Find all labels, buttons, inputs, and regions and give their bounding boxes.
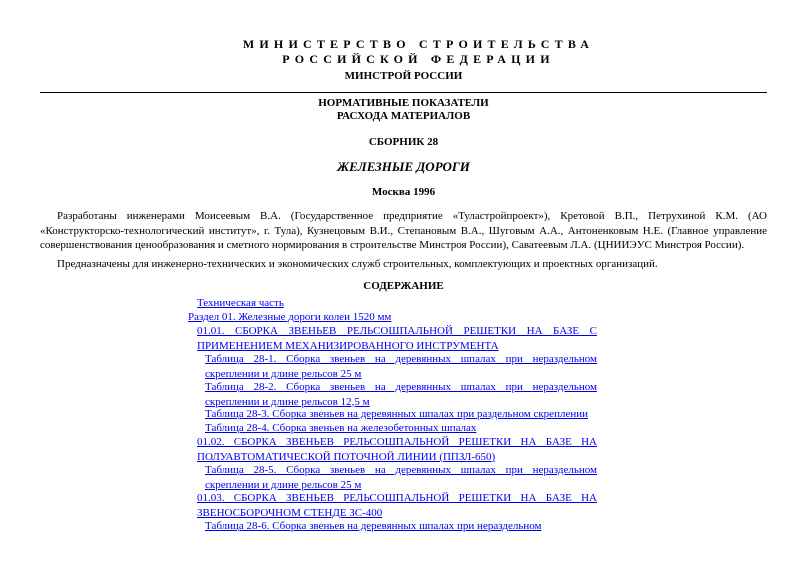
toc-link-table-28-6[interactable]: Таблица 28-6. Сборка звеньев на деревянных шпалах при нераздельном xyxy=(205,520,542,532)
toc-link-section-01[interactable]: Раздел 01. Железные дороги колеи 1520 мм xyxy=(188,311,392,323)
city-year: Москва 1996 xyxy=(371,186,436,198)
toc-link-table-28-3[interactable]: Таблица 28-3. Сборка звеньев на деревянных шпалах при раздельном скреплении xyxy=(205,408,588,420)
toc-link-table-28-5[interactable]: Таблица 28-5. Сборка звеньев на деревянных шпалах при нераздельном скреплении и длине рельсов 25 м xyxy=(205,464,597,491)
toc-link-subsection-01-02[interactable]: 01.02. СБОРКА ЗВЕНЬЕВ РЕЛЬСОШПАЛЬНОЙ РЕШЕТКИ НА БАЗЕ НА ПОЛУАВТОМАТИЧЕСКОЙ ПОТОЧНОЙ ЛИНИИ (ППЗЛ-650) xyxy=(197,436,597,463)
contents-heading: СОДЕРЖАНИЕ xyxy=(363,280,444,292)
toc-link-technical-part[interactable]: Техническая часть xyxy=(197,297,284,309)
norm-title-line2: РАСХОДА МАТЕРИАЛОВ xyxy=(336,110,471,122)
collection-number: СБОРНИК 28 xyxy=(368,136,439,148)
ministry-name-line2: РОССИЙСКОЙ ФЕДЕРАЦИИ xyxy=(282,52,555,66)
intended-for-paragraph: Предназначены для инженерно-технических и экономических служб строительных, комплектующих и проектных организаций. xyxy=(57,258,658,270)
developers-paragraph: Разработаны инженерами Моисеевым В.А. (Государственное предприятие «Туластройпроект»), Кретовой В.П., Петрухиной К.М. (АО «Конструкторско-технологический институт», г. Тула), Кузнецовым В.И., Степановым В.А., Шуговым А.А., Антоненковым Н.Е. (Главное управление совершенствования ценообразования и сметного нормирования в строительстве Минстроя России), Саватеевым Л.А. (ЦНИИЭУС Минстроя России). xyxy=(40,210,767,251)
header-divider xyxy=(40,92,767,93)
ministry-short-name: МИНСТРОЙ РОССИИ xyxy=(344,70,463,82)
toc-link-table-28-4[interactable]: Таблица 28-4. Сборка звеньев на железобетонных шпалах xyxy=(205,422,477,434)
norm-title-line1: НОРМАТИВНЫЕ ПОКАЗАТЕЛИ xyxy=(318,97,489,109)
toc-link-subsection-01-01[interactable]: 01.01. СБОРКА ЗВЕНЬЕВ РЕЛЬСОШПАЛЬНОЙ РЕШЕТКИ НА БАЗЕ С ПРИМЕНЕНИЕМ МЕХАНИЗИРОВАННОГО ИНСТРУМЕНТА xyxy=(197,325,597,352)
document-title: ЖЕЛЕЗНЫЕ ДОРОГИ xyxy=(337,159,470,174)
toc-link-subsection-01-03[interactable]: 01.03. СБОРКА ЗВЕНЬЕВ РЕЛЬСОШПАЛЬНОЙ РЕШЕТКИ НА БАЗЕ НА ЗВЕНОСБОРОЧНОМ СТЕНДЕ ЗС-400 xyxy=(197,492,597,519)
ministry-name-line1: МИНИСТЕРСТВО СТРОИТЕЛЬСТВА xyxy=(242,37,595,51)
toc-link-table-28-2[interactable]: Таблица 28-2. Сборка звеньев на деревянных шпалах при нераздельном скреплении и длине рельсов 12,5 м xyxy=(205,381,597,408)
toc-link-table-28-1[interactable]: Таблица 28-1. Сборка звеньев на деревянных шпалах при нераздельном скреплении и длине рельсов 25 м xyxy=(205,353,597,380)
